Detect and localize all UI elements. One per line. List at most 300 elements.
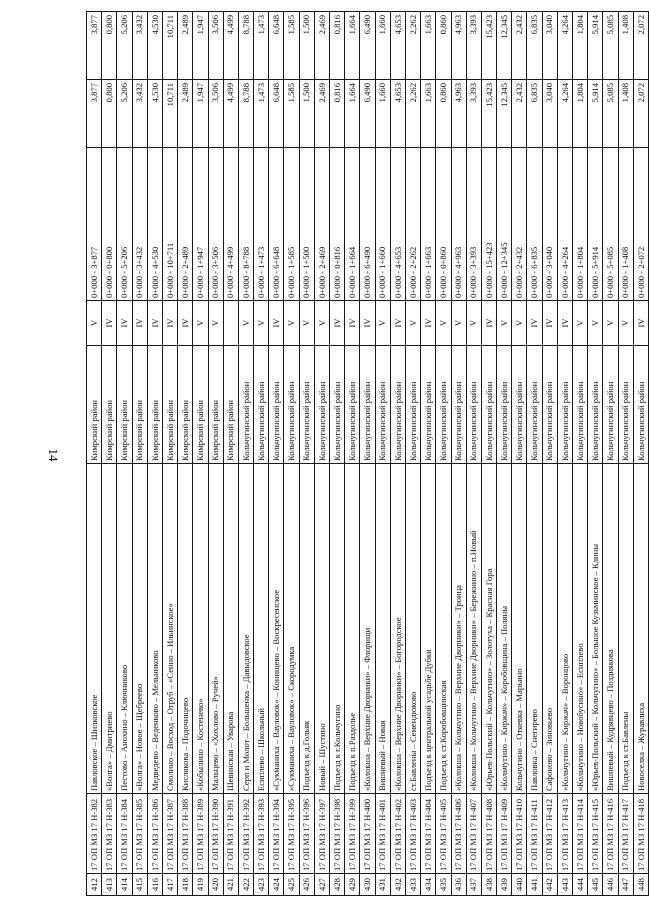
road-name-cell: «Волга» – Дмитриево — [102, 464, 117, 794]
length-total-cell: 4,264 — [557, 12, 572, 80]
road-name-cell: Кислякова – Подочищево — [178, 464, 193, 794]
km-range-cell: 0+000 - 3+393 — [466, 148, 481, 301]
category-cell: V — [254, 301, 269, 346]
table-row — [223, 12, 238, 896]
district-cell: Кольчугинский район — [345, 346, 360, 464]
km-range-cell: 0+000 - 5+914 — [588, 148, 603, 301]
district-cell: Кольчугинский район — [497, 346, 512, 464]
road-code-cell: 17 ОП МЗ 17 Н-411 — [527, 794, 542, 874]
road-code-cell: 17 ОП МЗ 17 Н-407 — [466, 794, 481, 874]
length-total-cell: 2,072 — [633, 12, 648, 80]
table-row — [497, 12, 512, 896]
category-cell: V — [193, 301, 208, 346]
category-cell: IV — [102, 301, 117, 346]
length-cell: 4,499 — [223, 80, 238, 148]
road-name-cell: Вишневый – Кудрявцево – Позднякова — [603, 464, 618, 794]
row-number-cell: 438 — [481, 874, 496, 896]
length-cell: 2,489 — [178, 80, 193, 148]
length-total-cell: 3,432 — [132, 12, 147, 80]
row-number-cell: 412 — [87, 874, 102, 896]
road-code-cell: 17 ОП МЗ 17 Н-398 — [330, 794, 345, 874]
category-cell: V — [299, 301, 314, 346]
row-number-cell: 437 — [466, 874, 481, 896]
road-name-cell: Серп и Молот – Большенка – Давыдовское — [238, 464, 253, 794]
length-total-cell: 3,506 — [208, 12, 223, 80]
road-code-cell: 17 ОП МЗ 17 Н-418 — [633, 794, 648, 874]
row-number-cell: 427 — [314, 874, 329, 896]
length-cell: 3,393 — [466, 80, 481, 148]
length-cell: 2,262 — [405, 80, 420, 148]
roads-table — [86, 11, 649, 896]
row-number-cell: 419 — [193, 874, 208, 896]
length-total-cell: 1,585 — [284, 12, 299, 80]
length-total-cell: 4,499 — [223, 12, 238, 80]
length-cell: 6,648 — [269, 80, 284, 148]
road-name-cell: «Сукманиха – Вауловок» – Скородумка — [284, 464, 299, 794]
road-code-cell: 17 ОП МЗ 17 Н-405 — [436, 794, 451, 874]
km-range-cell: 0+000 - 3+432 — [132, 148, 147, 301]
km-range-cell: 0+000 - 1+408 — [618, 148, 633, 301]
length-cell: 5,206 — [117, 80, 132, 148]
category-cell: V — [284, 301, 299, 346]
row-number-cell: 423 — [254, 874, 269, 896]
road-code-cell: 17 ОП МЗ 17 Н-413 — [557, 794, 572, 874]
row-number-cell: 413 — [102, 874, 117, 896]
district-cell: Кольчугинский район — [542, 346, 557, 464]
road-code-cell: 17 ОП МЗ 17 Н-417 — [618, 794, 633, 874]
district-cell: Кимрский район — [223, 346, 238, 464]
road-code-cell: 17 ОП МЗ 17 Н-392 — [238, 794, 253, 874]
road-code-cell: 17 ОП МЗ 17 Н-406 — [451, 794, 466, 874]
road-code-cell: 17 ОП МЗ 17 Н-410 — [512, 794, 527, 874]
km-range-cell: 0+000 - 4+499 — [223, 148, 238, 301]
km-range-cell: 0+000 - 2+469 — [314, 148, 329, 301]
road-code-cell: 17 ОП МЗ 17 Н-403 — [405, 794, 420, 874]
table-row — [284, 12, 299, 896]
length-total-cell: 4,963 — [451, 12, 466, 80]
road-name-cell: Смолино – Восход – Отруб – «Сенно – Ильинское» — [162, 464, 177, 794]
road-name-cell: Новоселка – Журавлиха — [633, 464, 648, 794]
row-number-cell: 431 — [375, 874, 390, 896]
length-cell: 3,506 — [208, 80, 223, 148]
km-range-cell: 0+000 - 6+648 — [269, 148, 284, 301]
road-code-cell: 17 ОП МЗ 17 Н-395 — [284, 794, 299, 874]
length-total-cell: 8,788 — [238, 12, 253, 80]
road-name-cell: Есиплево – Школьный — [254, 464, 269, 794]
district-cell: Кольчугинский район — [527, 346, 542, 464]
table-row — [390, 12, 405, 896]
road-name-cell: «Колокша – Кольчугино – Верхние Дворники» – Троица — [451, 464, 466, 794]
category-cell: V — [588, 301, 603, 346]
km-range-cell: 0+000 - 6+490 — [360, 148, 375, 301]
district-cell: Кольчугинский район — [421, 346, 436, 464]
km-range-cell: 0+000 - 5+085 — [603, 148, 618, 301]
length-cell: 1,585 — [284, 80, 299, 148]
road-name-cell: Подъезд к центральной усадьбе Дубки — [421, 464, 436, 794]
table-row — [360, 12, 375, 896]
km-range-cell: 0+000 - 4+963 — [451, 148, 466, 301]
district-cell: Кимрский район — [117, 346, 132, 464]
table-row — [345, 12, 360, 896]
table-row — [375, 12, 390, 896]
length-total-cell: 6,835 — [527, 12, 542, 80]
km-range-cell: 0+000 - 0+816 — [330, 148, 345, 301]
row-number-cell: 424 — [269, 874, 284, 896]
road-name-cell: Медведево – Веденково – Мельниково — [147, 464, 162, 794]
category-cell: IV — [330, 301, 345, 346]
length-total-cell: 4,653 — [390, 12, 405, 80]
table-row — [466, 12, 481, 896]
road-name-cell: «Колокша – Верхние Дворники» – Флорищи — [360, 464, 375, 794]
district-cell: Кольчугинский район — [603, 346, 618, 464]
district-cell: Кимрский район — [193, 346, 208, 464]
roads-table-body — [87, 12, 649, 896]
road-code-cell: 17 ОП МЗ 17 Н-386 — [147, 794, 162, 874]
row-number-cell: 434 — [421, 874, 436, 896]
road-name-cell: Павловское – Шилковское — [87, 464, 102, 794]
category-cell: IV — [390, 301, 405, 346]
length-cell: 4,530 — [147, 80, 162, 148]
length-cell: 1,660 — [375, 80, 390, 148]
district-cell: Кольчугинский район — [299, 346, 314, 464]
length-cell: 2,469 — [314, 80, 329, 148]
district-cell: Кольчугинский район — [314, 346, 329, 464]
table-row — [269, 12, 284, 896]
road-code-cell: 17 ОП МЗ 17 Н-384 — [117, 794, 132, 874]
category-cell: IV — [527, 301, 542, 346]
length-cell: 2,432 — [512, 80, 527, 148]
road-code-cell: 17 ОП МЗ 17 Н-396 — [299, 794, 314, 874]
length-cell: 10,711 — [162, 80, 177, 148]
length-total-cell: 2,469 — [314, 12, 329, 80]
district-cell: Кольчугинский район — [512, 346, 527, 464]
length-total-cell: 3,393 — [466, 12, 481, 80]
district-cell: Кольчугинский район — [451, 346, 466, 464]
road-name-cell: «Колокша – Кольчугино – Верхние Дворники» – Бережнино – п.Новый — [466, 464, 481, 794]
table-row — [557, 12, 572, 896]
row-number-cell: 443 — [557, 874, 572, 896]
length-cell: 1,947 — [193, 80, 208, 148]
table-row — [542, 12, 557, 896]
length-total-cell: 4,530 — [147, 12, 162, 80]
length-cell: 1,408 — [618, 80, 633, 148]
km-range-cell: 0+000 - 2+432 — [512, 148, 527, 301]
length-total-cell: 2,432 — [512, 12, 527, 80]
row-number-cell: 435 — [436, 874, 451, 896]
road-name-cell: «Колокша – Верхние Дворники» – Богородское — [390, 464, 405, 794]
category-cell: IV — [360, 301, 375, 346]
table-row — [208, 12, 223, 896]
category-cell: IV — [117, 301, 132, 346]
row-number-cell: 425 — [284, 874, 299, 896]
length-total-cell: 15,423 — [481, 12, 496, 80]
length-total-cell: 10,711 — [162, 12, 177, 80]
length-total-cell: 6,490 — [360, 12, 375, 80]
row-number-cell: 446 — [603, 874, 618, 896]
district-cell: Кольчугинский район — [588, 346, 603, 464]
row-number-cell: 415 — [132, 874, 147, 896]
length-cell: 4,264 — [557, 80, 572, 148]
row-number-cell: 448 — [633, 874, 648, 896]
row-number-cell: 428 — [330, 874, 345, 896]
length-cell: 1,664 — [345, 80, 360, 148]
category-cell: IV — [132, 301, 147, 346]
length-cell: 3,877 — [87, 80, 102, 148]
road-name-cell: Кольчугино – Отяевка – Марьино — [512, 464, 527, 794]
length-cell: 6,835 — [527, 80, 542, 148]
length-cell: 4,963 — [451, 80, 466, 148]
road-name-cell: «Юрьев-Польский – Кольчугино» – Золотуха – Красная Гора — [481, 464, 496, 794]
district-cell: Кольчугинский район — [557, 346, 572, 464]
row-number-cell: 432 — [390, 874, 405, 896]
category-cell: IV — [542, 301, 557, 346]
road-code-cell: 17 ОП МЗ 17 Н-389 — [193, 794, 208, 874]
category-cell: V — [451, 301, 466, 346]
road-code-cell: 17 ОП МЗ 17 Н-409 — [497, 794, 512, 874]
km-range-cell: 0+000 - 0+800 — [102, 148, 117, 301]
km-range-cell: 0+000 - 0+860 — [436, 148, 451, 301]
length-cell: 3,432 — [132, 80, 147, 148]
district-cell: Кольчугинский район — [466, 346, 481, 464]
km-range-cell: 0+000 - 1+947 — [193, 148, 208, 301]
district-cell: Кольчугинский район — [375, 346, 390, 464]
km-range-cell: 0+000 - 15+423 — [481, 148, 496, 301]
category-cell: IV — [481, 301, 496, 346]
road-name-cell: Подъезд к ст.Бавлены — [618, 464, 633, 794]
table-row — [147, 12, 162, 896]
road-name-cell: ст.Бавлены – Семендюково — [405, 464, 420, 794]
district-cell: Кольчугинский район — [573, 346, 588, 464]
row-number-cell: 429 — [345, 874, 360, 896]
road-name-cell: Подъезд к г.Кольчугино — [330, 464, 345, 794]
road-name-cell: Пестово – Анохино – Ключниково — [117, 464, 132, 794]
table-row — [254, 12, 269, 896]
km-range-cell: 0+000 - 1+664 — [345, 148, 360, 301]
road-name-cell: Павловка – Снегирево — [527, 464, 542, 794]
table-row — [162, 12, 177, 896]
row-number-cell: 436 — [451, 874, 466, 896]
length-cell: 5,085 — [603, 80, 618, 148]
row-number-cell: 447 — [618, 874, 633, 896]
road-code-cell: 17 ОП МЗ 17 Н-408 — [481, 794, 496, 874]
length-total-cell: 5,206 — [117, 12, 132, 80]
km-range-cell: 0+000 - 10+711 — [162, 148, 177, 301]
length-cell: 1,663 — [421, 80, 436, 148]
road-code-cell: 17 ОП МЗ 17 Н-391 — [223, 794, 238, 874]
row-number-cell: 414 — [117, 874, 132, 896]
length-total-cell: 5,085 — [603, 12, 618, 80]
length-cell: 0,816 — [330, 80, 345, 148]
category-cell — [223, 301, 238, 346]
table-row — [527, 12, 542, 896]
row-number-cell: 430 — [360, 874, 375, 896]
km-range-cell: 0+000 - 5+206 — [117, 148, 132, 301]
length-total-cell: 2,262 — [405, 12, 420, 80]
length-total-cell: 1,804 — [573, 12, 588, 80]
km-range-cell: 0+000 - 1+804 — [573, 148, 588, 301]
km-range-cell: 0+000 - 3+040 — [542, 148, 557, 301]
length-cell: 5,914 — [588, 80, 603, 148]
table-row — [436, 12, 451, 896]
district-cell: Кольчугинский район — [481, 346, 496, 464]
category-cell: V — [512, 301, 527, 346]
table-row — [481, 12, 496, 896]
table-row — [451, 12, 466, 896]
category-cell: V — [436, 301, 451, 346]
category-cell: IV — [421, 301, 436, 346]
category-cell: V — [618, 301, 633, 346]
category-cell: V — [87, 301, 102, 346]
category-cell: V — [603, 301, 618, 346]
district-cell: Кольчугинский район — [269, 346, 284, 464]
length-total-cell: 6,648 — [269, 12, 284, 80]
length-cell: 6,490 — [360, 80, 375, 148]
district-cell: Кольчугинский район — [633, 346, 648, 464]
km-range-cell: 0+000 - 1+660 — [375, 148, 390, 301]
table-row — [421, 12, 436, 896]
road-code-cell: 17 ОП МЗ 17 Н-397 — [314, 794, 329, 874]
length-total-cell: 12,345 — [497, 12, 512, 80]
road-code-cell: 17 ОП МЗ 17 Н-404 — [421, 794, 436, 874]
row-number-cell: 426 — [299, 874, 314, 896]
length-total-cell: 1,663 — [421, 12, 436, 80]
table-row — [178, 12, 193, 896]
length-total-cell: 3,877 — [87, 12, 102, 80]
district-cell: Кимрский район — [162, 346, 177, 464]
category-cell: V — [208, 301, 223, 346]
district-cell: Кольчугинский район — [618, 346, 633, 464]
length-cell: 15,423 — [481, 80, 496, 148]
district-cell: Кольчугинский район — [360, 346, 375, 464]
road-code-cell: 17 ОП МЗ 17 Н-401 — [375, 794, 390, 874]
km-range-cell: 0+000 - 3+506 — [208, 148, 223, 301]
road-code-cell: 17 ОП МЗ 17 Н-416 — [603, 794, 618, 874]
length-total-cell: 3,040 — [542, 12, 557, 80]
category-cell: V — [375, 301, 390, 346]
row-number-cell: 440 — [512, 874, 527, 896]
category-cell: IV — [269, 301, 284, 346]
road-code-cell: 17 ОП МЗ 17 Н-402 — [390, 794, 405, 874]
table-row — [603, 12, 618, 896]
length-total-cell: 0,816 — [330, 12, 345, 80]
category-cell: IV — [178, 301, 193, 346]
length-cell: 1,804 — [573, 80, 588, 148]
road-name-cell: «Волга» – Новое – Щебреево — [132, 464, 147, 794]
road-name-cell: Новый – Шустино — [314, 464, 329, 794]
district-cell: Кимрский район — [102, 346, 117, 464]
table-row — [633, 12, 648, 896]
row-number-cell: 420 — [208, 874, 223, 896]
category-cell: IV — [147, 301, 162, 346]
district-cell: Кольчугинский район — [390, 346, 405, 464]
row-number-cell: 441 — [527, 874, 542, 896]
road-name-cell: Шевинская – Уварова — [223, 464, 238, 794]
road-code-cell: 17 ОП МЗ 17 Н-393 — [254, 794, 269, 874]
km-range-cell: 0+000 - 6+835 — [527, 148, 542, 301]
road-name-cell: «Кольчугино – Киржач» – Коробовщина – Поляны — [497, 464, 512, 794]
length-total-cell: 1,408 — [618, 12, 633, 80]
row-number-cell: 416 — [147, 874, 162, 896]
table-row — [299, 12, 314, 896]
district-cell: Кольчугинский район — [405, 346, 420, 464]
category-cell: IV — [162, 301, 177, 346]
road-code-cell: 17 ОП МЗ 17 Н-382 — [87, 794, 102, 874]
length-total-cell: 1,473 — [254, 12, 269, 80]
road-name-cell: «Кобылино – Костенево» — [193, 464, 208, 794]
district-cell: Кимрский район — [178, 346, 193, 464]
road-name-cell: Вишневый – Новая — [375, 464, 390, 794]
category-cell: IV — [345, 301, 360, 346]
road-name-cell: Сафоново – Зиновьево — [542, 464, 557, 794]
length-total-cell: 1,664 — [345, 12, 360, 80]
km-range-cell: 0+000 - 2+489 — [178, 148, 193, 301]
length-total-cell: 1,660 — [375, 12, 390, 80]
road-code-cell: 17 ОП МЗ 17 Н-383 — [102, 794, 117, 874]
category-cell: V — [314, 301, 329, 346]
road-name-cell: Подъезд к ст.Коробовщинская — [436, 464, 451, 794]
row-number-cell: 417 — [162, 874, 177, 896]
length-total-cell: 1,947 — [193, 12, 208, 80]
km-range-cell: 0+000 - 1+473 — [254, 148, 269, 301]
table-row — [193, 12, 208, 896]
table-row — [132, 12, 147, 896]
road-code-cell: 17 ОП МЗ 17 Н-394 — [269, 794, 284, 874]
road-name-cell: Подъезд к д.Гольяк — [299, 464, 314, 794]
category-cell: IV — [633, 301, 648, 346]
road-code-cell: 17 ОП МЗ 17 Н-412 — [542, 794, 557, 874]
length-total-cell: 5,914 — [588, 12, 603, 80]
table-row — [102, 12, 117, 896]
length-cell: 1,500 — [299, 80, 314, 148]
category-cell: V — [238, 301, 253, 346]
table-row — [117, 12, 132, 896]
category-cell: V — [497, 301, 512, 346]
km-range-cell: 0+000 - 1+663 — [421, 148, 436, 301]
category-cell: IV — [557, 301, 572, 346]
page-number: 14 — [46, 448, 61, 462]
category-cell: V — [405, 301, 420, 346]
district-cell: Кольчугинский район — [284, 346, 299, 464]
km-range-cell: 0+000 - 1+500 — [299, 148, 314, 301]
km-range-cell: 0+000 - 4+264 — [557, 148, 572, 301]
length-cell: 3,040 — [542, 80, 557, 148]
km-range-cell: 0+000 - 2+262 — [405, 148, 420, 301]
length-total-cell: 0,860 — [436, 12, 451, 80]
road-code-cell: 17 ОП МЗ 17 Н-388 — [178, 794, 193, 874]
length-cell: 2,072 — [633, 80, 648, 148]
table-row — [405, 12, 420, 896]
district-cell: Кольчугинский район — [238, 346, 253, 464]
row-number-cell: 421 — [223, 874, 238, 896]
km-range-cell: 0+000 - 2+072 — [633, 148, 648, 301]
road-name-cell: «Кольчугино – Новобусино» – Есиплево — [573, 464, 588, 794]
length-total-cell: 2,489 — [178, 12, 193, 80]
road-code-cell: 17 ОП МЗ 17 Н-414 — [573, 794, 588, 874]
km-range-cell: 0+000 - 4+530 — [147, 148, 162, 301]
category-cell: V — [466, 301, 481, 346]
km-range-cell: 0+000 - 12+345 — [497, 148, 512, 301]
district-cell: Кимрский район — [208, 346, 223, 464]
category-cell: V — [573, 301, 588, 346]
km-range-cell: 0+000 - 4+653 — [390, 148, 405, 301]
row-number-cell: 439 — [497, 874, 512, 896]
row-number-cell: 433 — [405, 874, 420, 896]
table-row — [330, 12, 345, 896]
km-range-cell: 0+000 - 3+877 — [87, 148, 102, 301]
table-row — [87, 12, 102, 896]
road-code-cell: 17 ОП МЗ 17 Н-387 — [162, 794, 177, 874]
km-range-cell: 0+000 - 8+788 — [238, 148, 253, 301]
